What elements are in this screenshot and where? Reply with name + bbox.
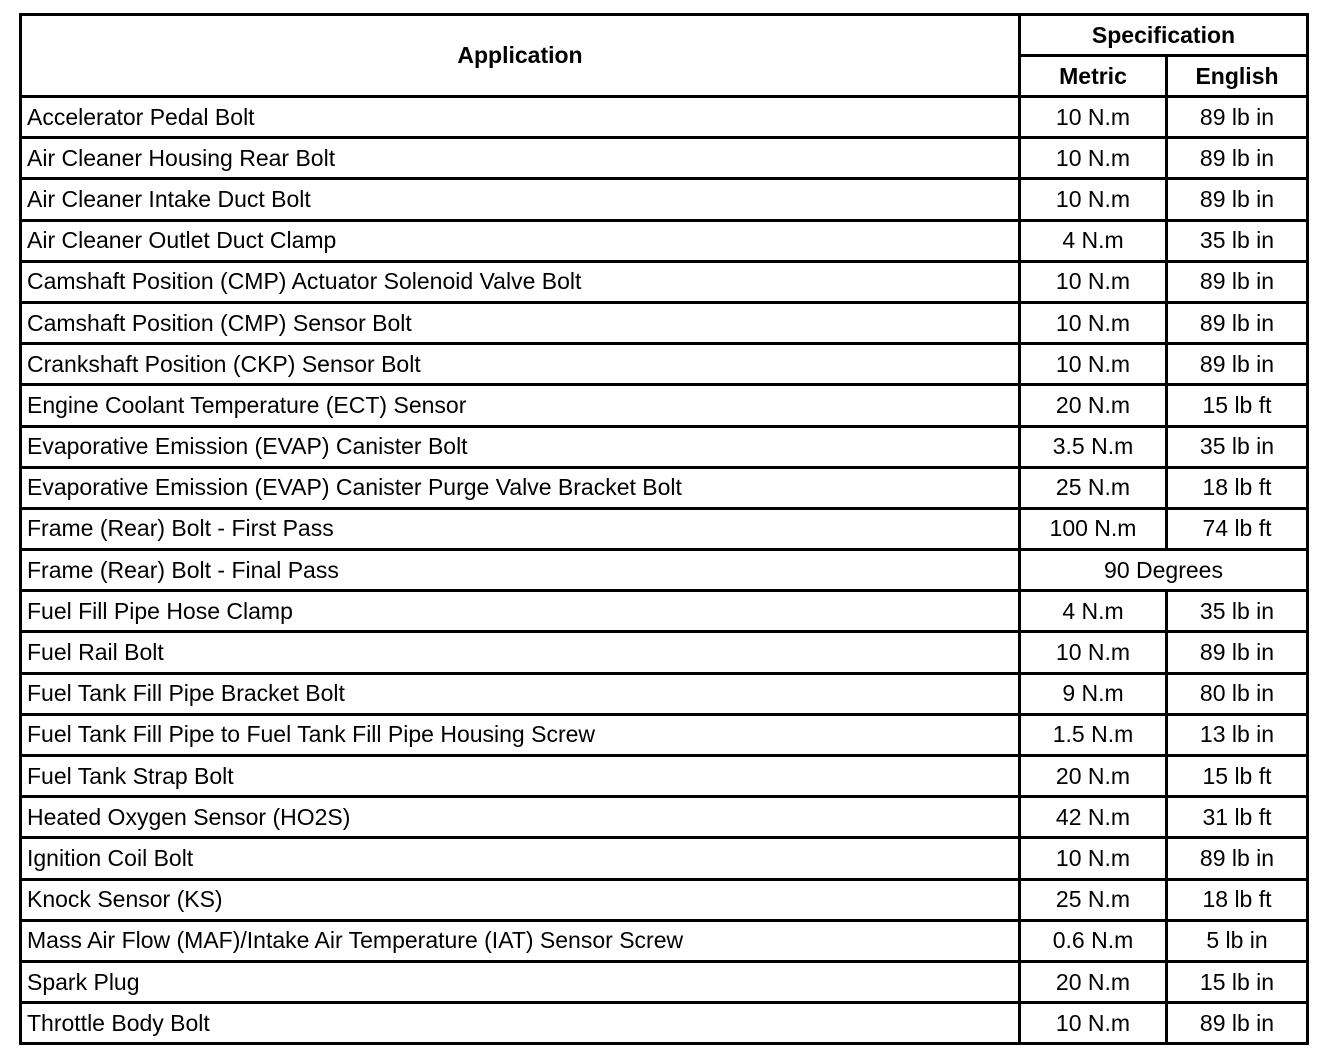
table-row: [21, 508, 1308, 549]
specification-combined-cell: 90 Degrees: [1020, 550, 1308, 591]
application-cell: Fuel Tank Fill Pipe Bracket Bolt: [21, 673, 1020, 714]
table-row: [21, 467, 1308, 508]
table-row: [21, 673, 1308, 714]
application-cell: Ignition Coil Bolt: [21, 838, 1020, 879]
metric-cell: 42 N.m: [1020, 797, 1167, 838]
english-cell: 89 lb in: [1167, 97, 1308, 138]
specification-header: Specification: [1020, 15, 1308, 56]
english-cell: 13 lb in: [1167, 714, 1308, 755]
english-cell: 89 lb in: [1167, 179, 1308, 220]
english-cell: 89 lb in: [1167, 344, 1308, 385]
metric-cell: 4 N.m: [1020, 220, 1167, 261]
application-cell: Spark Plug: [21, 961, 1020, 1002]
table-row: [21, 961, 1308, 1002]
english-cell: 89 lb in: [1167, 302, 1308, 343]
metric-cell: 10 N.m: [1020, 97, 1167, 138]
application-cell: Heated Oxygen Sensor (HO2S): [21, 797, 1020, 838]
english-cell: 35 lb in: [1167, 591, 1308, 632]
application-header: Application: [21, 15, 1020, 97]
application-cell: Air Cleaner Intake Duct Bolt: [21, 179, 1020, 220]
table-row: [21, 879, 1308, 920]
english-cell: 15 lb ft: [1167, 756, 1308, 797]
table-body: [21, 97, 1308, 1044]
english-cell: 35 lb in: [1167, 426, 1308, 467]
english-header: English: [1167, 56, 1308, 97]
application-cell: Fuel Tank Fill Pipe to Fuel Tank Fill Pipe Housing Screw: [21, 714, 1020, 755]
application-cell: Evaporative Emission (EVAP) Canister Bolt: [21, 426, 1020, 467]
english-cell: 89 lb in: [1167, 1003, 1308, 1044]
metric-cell: 4 N.m: [1020, 591, 1167, 632]
english-cell: 89 lb in: [1167, 138, 1308, 179]
table-row: [21, 714, 1308, 755]
metric-header: Metric: [1020, 56, 1167, 97]
metric-cell: 9 N.m: [1020, 673, 1167, 714]
metric-cell: 10 N.m: [1020, 632, 1167, 673]
english-cell: 5 lb in: [1167, 920, 1308, 961]
application-cell: Engine Coolant Temperature (ECT) Sensor: [21, 385, 1020, 426]
metric-cell: 25 N.m: [1020, 467, 1167, 508]
table-row: [21, 756, 1308, 797]
application-cell: Throttle Body Bolt: [21, 1003, 1020, 1044]
english-cell: 18 lb ft: [1167, 879, 1308, 920]
metric-cell: 10 N.m: [1020, 838, 1167, 879]
torque-spec-table: [19, 13, 1309, 1045]
english-cell: 15 lb in: [1167, 961, 1308, 1002]
table-row: [21, 797, 1308, 838]
application-cell: Air Cleaner Outlet Duct Clamp: [21, 220, 1020, 261]
table-row: [21, 220, 1308, 261]
english-cell: 74 lb ft: [1167, 508, 1308, 549]
english-cell: 89 lb in: [1167, 838, 1308, 879]
english-cell: 18 lb ft: [1167, 467, 1308, 508]
application-cell: Crankshaft Position (CKP) Sensor Bolt: [21, 344, 1020, 385]
application-cell: Accelerator Pedal Bolt: [21, 97, 1020, 138]
table-row: [21, 426, 1308, 467]
metric-cell: 10 N.m: [1020, 179, 1167, 220]
english-cell: 89 lb in: [1167, 261, 1308, 302]
metric-cell: 10 N.m: [1020, 261, 1167, 302]
metric-cell: 0.6 N.m: [1020, 920, 1167, 961]
metric-cell: 10 N.m: [1020, 344, 1167, 385]
english-cell: 15 lb ft: [1167, 385, 1308, 426]
table-row: [21, 261, 1308, 302]
english-cell: 35 lb in: [1167, 220, 1308, 261]
table-row: [21, 920, 1308, 961]
application-cell: Frame (Rear) Bolt - Final Pass: [21, 550, 1020, 591]
table-row: [21, 138, 1308, 179]
metric-cell: 25 N.m: [1020, 879, 1167, 920]
table-row: [21, 1003, 1308, 1044]
table-row: [21, 838, 1308, 879]
metric-cell: 20 N.m: [1020, 385, 1167, 426]
application-cell: Air Cleaner Housing Rear Bolt: [21, 138, 1020, 179]
application-cell: Evaporative Emission (EVAP) Canister Purge Valve Bracket Bolt: [21, 467, 1020, 508]
metric-cell: 20 N.m: [1020, 961, 1167, 1002]
application-cell: Knock Sensor (KS): [21, 879, 1020, 920]
metric-cell: 100 N.m: [1020, 508, 1167, 549]
metric-cell: 10 N.m: [1020, 302, 1167, 343]
application-cell: Camshaft Position (CMP) Sensor Bolt: [21, 302, 1020, 343]
table-row: [21, 97, 1308, 138]
application-cell: Fuel Tank Strap Bolt: [21, 756, 1020, 797]
application-cell: Camshaft Position (CMP) Actuator Solenoid Valve Bolt: [21, 261, 1020, 302]
table-row: [21, 591, 1308, 632]
table-row: [21, 344, 1308, 385]
metric-cell: 10 N.m: [1020, 1003, 1167, 1044]
application-cell: Fuel Rail Bolt: [21, 632, 1020, 673]
application-cell: Mass Air Flow (MAF)/Intake Air Temperature (IAT) Sensor Screw: [21, 920, 1020, 961]
metric-cell: 3.5 N.m: [1020, 426, 1167, 467]
metric-cell: 10 N.m: [1020, 138, 1167, 179]
table-row: [21, 179, 1308, 220]
table-row: [21, 302, 1308, 343]
english-cell: 89 lb in: [1167, 632, 1308, 673]
english-cell: 80 lb in: [1167, 673, 1308, 714]
application-cell: Fuel Fill Pipe Hose Clamp: [21, 591, 1020, 632]
english-cell: 31 lb ft: [1167, 797, 1308, 838]
application-cell: Frame (Rear) Bolt - First Pass: [21, 508, 1020, 549]
header-row: [21, 15, 1308, 56]
metric-cell: 1.5 N.m: [1020, 714, 1167, 755]
table-row: [21, 550, 1308, 591]
table-row: [21, 385, 1308, 426]
metric-cell: 20 N.m: [1020, 756, 1167, 797]
table-row: [21, 632, 1308, 673]
